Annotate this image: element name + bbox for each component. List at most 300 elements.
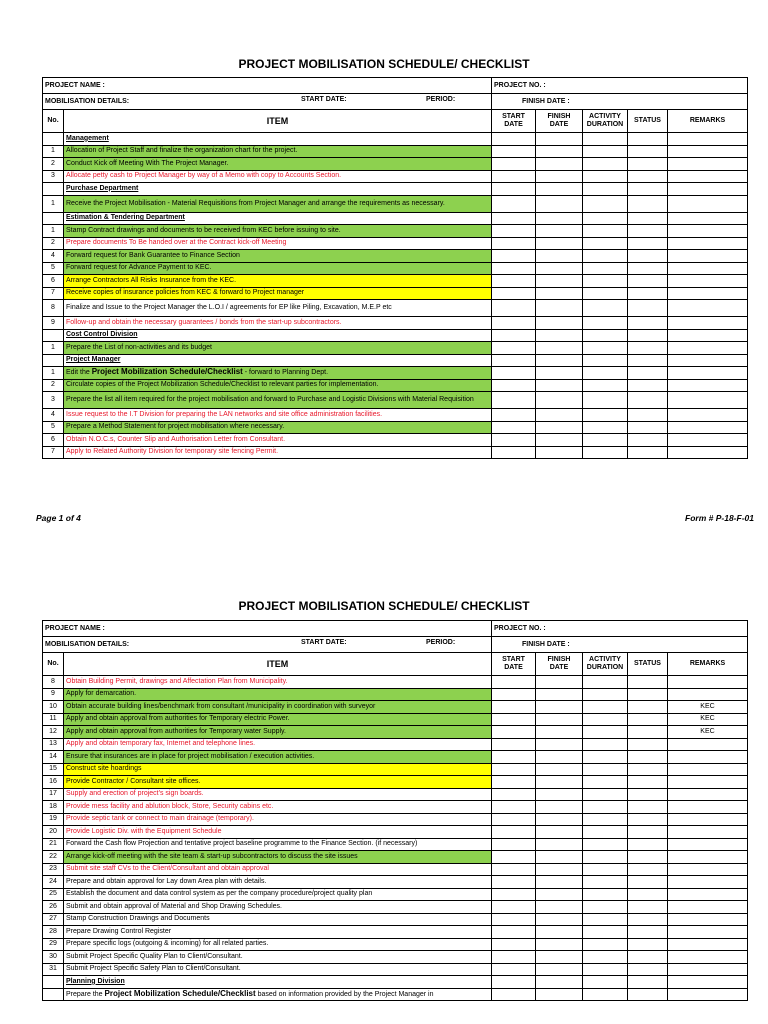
duration-cell[interactable]: [583, 763, 628, 776]
status-cell[interactable]: [628, 701, 668, 714]
table-row: [43, 421, 748, 434]
table-row: [43, 688, 748, 701]
finish-date-cell[interactable]: [536, 776, 583, 789]
start-date-cell[interactable]: [492, 688, 536, 701]
remarks-cell[interactable]: [668, 317, 748, 330]
start-date-cell[interactable]: [492, 888, 536, 901]
remarks-cell[interactable]: [668, 751, 748, 764]
col-remarks: REMARKS: [668, 110, 748, 133]
page-title-2: PROJECT MOBILISATION SCHEDULE/ CHECKLIST: [238, 599, 530, 613]
remarks-cell[interactable]: [668, 801, 748, 814]
status-cell[interactable]: [628, 801, 668, 814]
item-text: Prepare a Method Statement for project mobilisation where necessary.: [64, 421, 492, 434]
duration-cell[interactable]: [583, 713, 628, 726]
item-text: Follow-up and obtain the necessary guarantees / bonds from the start-up subcontractors.: [64, 317, 492, 330]
remarks-cell[interactable]: [668, 951, 748, 964]
start-date-cell[interactable]: [492, 237, 536, 250]
start-date-cell[interactable]: [492, 145, 536, 158]
start-date-cell[interactable]: [492, 913, 536, 926]
status-cell[interactable]: [628, 317, 668, 330]
project-name-label: PROJECT NAME :: [43, 621, 492, 637]
finish-date-cell[interactable]: [536, 300, 583, 317]
remarks-cell[interactable]: [668, 813, 748, 826]
duration-cell[interactable]: [583, 863, 628, 876]
item-text: Allocate petty cash to Project Manager by way of a Memo with copy to Accounts Section.: [64, 170, 492, 183]
remarks-cell[interactable]: [668, 913, 748, 926]
duration-cell[interactable]: [583, 676, 628, 689]
finish-date-cell[interactable]: [536, 876, 583, 889]
duration-cell[interactable]: [583, 788, 628, 801]
empty-cell: [628, 976, 668, 989]
status-cell[interactable]: [628, 888, 668, 901]
duration-cell[interactable]: [583, 813, 628, 826]
item-text: Submit Project Specific Quality Plan to Client/Consultant.: [64, 951, 492, 964]
duration-cell[interactable]: [583, 170, 628, 183]
status-cell[interactable]: [628, 826, 668, 839]
finish-date-cell[interactable]: [536, 379, 583, 392]
duration-cell[interactable]: [583, 926, 628, 939]
start-date-cell[interactable]: [492, 317, 536, 330]
finish-date-cell[interactable]: [536, 446, 583, 459]
status-cell[interactable]: [628, 913, 668, 926]
duration-cell[interactable]: [583, 913, 628, 926]
row-number: 20: [43, 826, 64, 839]
remarks-cell[interactable]: [668, 826, 748, 839]
remarks-cell[interactable]: [668, 938, 748, 951]
finish-date-cell[interactable]: [536, 988, 583, 1001]
remarks-cell[interactable]: [668, 688, 748, 701]
table-row: [43, 926, 748, 939]
table-row: [43, 738, 748, 751]
remarks-cell[interactable]: [668, 851, 748, 864]
duration-cell[interactable]: [583, 726, 628, 739]
finish-date-cell[interactable]: [536, 434, 583, 447]
start-date-cell[interactable]: [492, 776, 536, 789]
finish-date-cell[interactable]: [536, 938, 583, 951]
status-cell[interactable]: [628, 851, 668, 864]
row-number: 7: [43, 287, 64, 300]
start-date-cell[interactable]: [492, 926, 536, 939]
start-date-cell[interactable]: [492, 826, 536, 839]
item-text: Obtain N.O.C.s, Counter Slip and Authorisation Letter from Consultant.: [64, 434, 492, 447]
status-cell[interactable]: [628, 158, 668, 171]
status-cell[interactable]: [628, 988, 668, 1001]
finish-date-cell[interactable]: [536, 262, 583, 275]
duration-cell[interactable]: [583, 701, 628, 714]
status-cell[interactable]: [628, 713, 668, 726]
empty-cell: [536, 212, 583, 225]
table-row: [43, 409, 748, 422]
remarks-cell[interactable]: [668, 250, 748, 263]
start-date-cell[interactable]: [492, 726, 536, 739]
status-cell[interactable]: [628, 367, 668, 380]
row-number: [43, 329, 64, 342]
duration-cell[interactable]: [583, 888, 628, 901]
row-number: 15: [43, 763, 64, 776]
remarks-cell[interactable]: [668, 421, 748, 434]
finish-date-cell[interactable]: [536, 963, 583, 976]
start-date-cell[interactable]: [492, 275, 536, 288]
remarks-cell[interactable]: [668, 776, 748, 789]
start-date-cell[interactable]: [492, 170, 536, 183]
status-cell[interactable]: [628, 446, 668, 459]
finish-date-cell[interactable]: [536, 788, 583, 801]
duration-cell[interactable]: [583, 901, 628, 914]
finish-date-cell[interactable]: [536, 838, 583, 851]
item-text: Provide mess facility and ablution block, Store, Security cabins etc.: [64, 801, 492, 814]
status-cell[interactable]: [628, 342, 668, 355]
row-number: 3: [43, 392, 64, 409]
start-date-cell[interactable]: [492, 738, 536, 751]
status-cell[interactable]: [628, 287, 668, 300]
status-cell[interactable]: [628, 421, 668, 434]
finish-date-cell[interactable]: [536, 901, 583, 914]
section-title: Project Manager: [64, 354, 492, 367]
duration-cell[interactable]: [583, 951, 628, 964]
finish-date-cell[interactable]: [536, 888, 583, 901]
remarks-cell[interactable]: [668, 195, 748, 212]
remarks-cell[interactable]: KEC: [668, 726, 748, 739]
project-name-label: PROJECT NAME :: [43, 78, 492, 94]
finish-date-cell[interactable]: [536, 863, 583, 876]
section-title: Planning Division: [64, 976, 492, 989]
finish-date-cell[interactable]: [536, 158, 583, 171]
start-date-cell[interactable]: [492, 713, 536, 726]
duration-cell[interactable]: [583, 776, 628, 789]
finish-date-cell[interactable]: [536, 342, 583, 355]
remarks-cell[interactable]: [668, 225, 748, 238]
finish-date-cell[interactable]: [536, 676, 583, 689]
remarks-cell[interactable]: [668, 763, 748, 776]
status-cell[interactable]: [628, 434, 668, 447]
start-date-cell[interactable]: [492, 342, 536, 355]
remarks-cell[interactable]: [668, 170, 748, 183]
row-number: 16: [43, 776, 64, 789]
item-text: Edit the Project Mobilization Schedule/Checklist - forward to Planning Dept.: [64, 367, 492, 380]
table-row: [43, 676, 748, 689]
remarks-cell[interactable]: KEC: [668, 713, 748, 726]
status-cell[interactable]: [628, 250, 668, 263]
remarks-cell[interactable]: [668, 901, 748, 914]
duration-cell[interactable]: [583, 738, 628, 751]
remarks-cell[interactable]: [668, 863, 748, 876]
empty-cell: [536, 354, 583, 367]
duration-cell[interactable]: [583, 250, 628, 263]
duration-cell[interactable]: [583, 342, 628, 355]
remarks-cell[interactable]: [668, 988, 748, 1001]
duration-cell[interactable]: [583, 317, 628, 330]
table-row: [43, 392, 748, 409]
remarks-cell[interactable]: [668, 446, 748, 459]
finish-date-cell[interactable]: [536, 913, 583, 926]
status-cell[interactable]: [628, 300, 668, 317]
finish-date-cell[interactable]: [536, 237, 583, 250]
start-date-cell[interactable]: [492, 225, 536, 238]
start-date-cell[interactable]: [492, 938, 536, 951]
remarks-cell[interactable]: [668, 392, 748, 409]
finish-date-cell[interactable]: [536, 409, 583, 422]
start-date-cell[interactable]: [492, 988, 536, 1001]
finish-date-cell[interactable]: [536, 225, 583, 238]
duration-cell[interactable]: [583, 275, 628, 288]
duration-cell[interactable]: [583, 434, 628, 447]
row-number: 30: [43, 951, 64, 964]
col-finish-date: FINISH DATE: [536, 110, 583, 133]
status-cell[interactable]: [628, 863, 668, 876]
start-date-cell[interactable]: [492, 262, 536, 275]
remarks-cell[interactable]: [668, 342, 748, 355]
remarks-cell[interactable]: [668, 379, 748, 392]
finish-date-cell[interactable]: [536, 421, 583, 434]
start-date-label: START DATE:: [301, 96, 347, 103]
table-row: [43, 776, 748, 789]
duration-cell[interactable]: [583, 367, 628, 380]
finish-date-cell[interactable]: [536, 317, 583, 330]
status-cell[interactable]: [628, 275, 668, 288]
start-date-cell[interactable]: [492, 876, 536, 889]
row-number: 31: [43, 963, 64, 976]
empty-cell: [628, 212, 668, 225]
item-text: Provide Logistic Div. with the Equipment Schedule: [64, 826, 492, 839]
status-cell[interactable]: [628, 392, 668, 409]
duration-cell[interactable]: [583, 876, 628, 889]
finish-date-cell[interactable]: [536, 726, 583, 739]
duration-cell[interactable]: [583, 225, 628, 238]
item-text: Submit Project Specific Safety Plan to Client/Consultant.: [64, 963, 492, 976]
checklist-table: [42, 77, 748, 459]
empty-cell: [668, 183, 748, 196]
item-text: Establish the document and data control system as per the company procedure/project quality plan: [64, 888, 492, 901]
duration-cell[interactable]: [583, 421, 628, 434]
start-date-cell[interactable]: [492, 409, 536, 422]
status-cell[interactable]: [628, 901, 668, 914]
start-date-cell[interactable]: [492, 287, 536, 300]
remarks-cell[interactable]: KEC: [668, 701, 748, 714]
finish-date-cell[interactable]: [536, 701, 583, 714]
finish-date-cell[interactable]: [536, 738, 583, 751]
duration-cell[interactable]: [583, 145, 628, 158]
mobilisation-details-label: MOBILISATION DETAILS:: [45, 640, 130, 648]
table-row: [43, 851, 748, 864]
duration-cell[interactable]: [583, 963, 628, 976]
status-cell[interactable]: [628, 237, 668, 250]
empty-cell: [583, 329, 628, 342]
duration-cell[interactable]: [583, 826, 628, 839]
item-text: Submit site staff CVs to the Client/Consultant and obtain approval: [64, 863, 492, 876]
row-number: 19: [43, 813, 64, 826]
remarks-cell[interactable]: [668, 300, 748, 317]
duration-cell[interactable]: [583, 158, 628, 171]
start-date-cell[interactable]: [492, 195, 536, 212]
duration-cell[interactable]: [583, 409, 628, 422]
status-cell[interactable]: [628, 225, 668, 238]
finish-date-label: FINISH DATE :: [492, 637, 748, 653]
start-date-cell[interactable]: [492, 813, 536, 826]
remarks-cell[interactable]: [668, 367, 748, 380]
row-number: 18: [43, 801, 64, 814]
col-activity-duration: ACTIVITY DURATION: [583, 110, 628, 133]
start-date-cell[interactable]: [492, 838, 536, 851]
duration-cell[interactable]: [583, 938, 628, 951]
table-row: [43, 951, 748, 964]
item-text: Apply and obtain temporary fax, Internet and telephone lines.: [64, 738, 492, 751]
remarks-cell[interactable]: [668, 788, 748, 801]
empty-cell: [583, 212, 628, 225]
table-row: [43, 788, 748, 801]
status-cell[interactable]: [628, 262, 668, 275]
status-cell[interactable]: [628, 838, 668, 851]
remarks-cell[interactable]: [668, 876, 748, 889]
duration-cell[interactable]: [583, 838, 628, 851]
item-text: Submit and obtain approval of Material and Shop Drawing Schedules.: [64, 901, 492, 914]
row-number: [43, 183, 64, 196]
status-cell[interactable]: [628, 963, 668, 976]
duration-cell[interactable]: [583, 851, 628, 864]
duration-cell[interactable]: [583, 801, 628, 814]
remarks-cell[interactable]: [668, 434, 748, 447]
finish-date-cell[interactable]: [536, 951, 583, 964]
status-cell[interactable]: [628, 938, 668, 951]
remarks-cell[interactable]: [668, 145, 748, 158]
finish-date-cell[interactable]: [536, 170, 583, 183]
remarks-cell[interactable]: [668, 237, 748, 250]
row-number: [43, 988, 64, 1001]
duration-cell[interactable]: [583, 262, 628, 275]
duration-cell[interactable]: [583, 751, 628, 764]
status-cell[interactable]: [628, 926, 668, 939]
status-cell[interactable]: [628, 688, 668, 701]
empty-cell: [668, 976, 748, 989]
table-row: [43, 901, 748, 914]
section-row: [43, 183, 748, 196]
table-row: [43, 446, 748, 459]
finish-date-cell[interactable]: [536, 763, 583, 776]
remarks-cell[interactable]: [668, 158, 748, 171]
start-date-cell[interactable]: [492, 801, 536, 814]
start-date-cell[interactable]: [492, 851, 536, 864]
duration-cell[interactable]: [583, 379, 628, 392]
status-cell[interactable]: [628, 170, 668, 183]
remarks-cell[interactable]: [668, 888, 748, 901]
status-cell[interactable]: [628, 738, 668, 751]
duration-cell[interactable]: [583, 688, 628, 701]
status-cell[interactable]: [628, 409, 668, 422]
row-number: 9: [43, 688, 64, 701]
row-number: 17: [43, 788, 64, 801]
start-date-cell[interactable]: [492, 446, 536, 459]
start-date-cell[interactable]: [492, 963, 536, 976]
duration-cell[interactable]: [583, 446, 628, 459]
start-date-cell[interactable]: [492, 300, 536, 317]
finish-date-cell[interactable]: [536, 713, 583, 726]
finish-date-cell[interactable]: [536, 751, 583, 764]
table-row: [43, 170, 748, 183]
start-date-cell[interactable]: [492, 751, 536, 764]
remarks-cell[interactable]: [668, 287, 748, 300]
finish-date-cell[interactable]: [536, 801, 583, 814]
status-cell[interactable]: [628, 951, 668, 964]
section-title: Estimation & Tendering Department: [64, 212, 492, 225]
start-date-cell[interactable]: [492, 701, 536, 714]
duration-cell[interactable]: [583, 237, 628, 250]
status-cell[interactable]: [628, 763, 668, 776]
start-date-cell[interactable]: [492, 788, 536, 801]
start-date-cell[interactable]: [492, 421, 536, 434]
start-date-cell[interactable]: [492, 676, 536, 689]
finish-date-cell[interactable]: [536, 250, 583, 263]
finish-date-cell[interactable]: [536, 195, 583, 212]
status-cell[interactable]: [628, 776, 668, 789]
remarks-cell[interactable]: [668, 738, 748, 751]
remarks-cell[interactable]: [668, 926, 748, 939]
status-cell[interactable]: [628, 726, 668, 739]
status-cell[interactable]: [628, 379, 668, 392]
period-label: PERIOD:: [426, 639, 456, 646]
remarks-cell[interactable]: [668, 409, 748, 422]
remarks-cell[interactable]: [668, 262, 748, 275]
remarks-cell[interactable]: [668, 676, 748, 689]
finish-date-cell[interactable]: [536, 287, 583, 300]
start-date-cell[interactable]: [492, 763, 536, 776]
row-number: 24: [43, 876, 64, 889]
remarks-cell[interactable]: [668, 963, 748, 976]
status-cell[interactable]: [628, 876, 668, 889]
finish-date-cell[interactable]: [536, 275, 583, 288]
duration-cell[interactable]: [583, 195, 628, 212]
start-date-cell[interactable]: [492, 901, 536, 914]
remarks-cell[interactable]: [668, 275, 748, 288]
duration-cell[interactable]: [583, 300, 628, 317]
start-date-cell[interactable]: [492, 434, 536, 447]
start-date-cell[interactable]: [492, 392, 536, 409]
status-cell[interactable]: [628, 813, 668, 826]
status-cell[interactable]: [628, 788, 668, 801]
start-date-cell[interactable]: [492, 863, 536, 876]
col-finish-date: FINISH DATE: [536, 653, 583, 676]
status-cell[interactable]: [628, 195, 668, 212]
start-date-cell[interactable]: [492, 158, 536, 171]
row-number: 13: [43, 738, 64, 751]
duration-cell[interactable]: [583, 988, 628, 1001]
finish-date-cell[interactable]: [536, 367, 583, 380]
table-row: [43, 813, 748, 826]
duration-cell[interactable]: [583, 287, 628, 300]
finish-date-cell[interactable]: [536, 851, 583, 864]
table-row: [43, 713, 748, 726]
start-date-cell[interactable]: [492, 367, 536, 380]
start-date-cell[interactable]: [492, 379, 536, 392]
status-cell[interactable]: [628, 676, 668, 689]
empty-cell: [492, 329, 536, 342]
duration-cell[interactable]: [583, 392, 628, 409]
start-date-cell[interactable]: [492, 951, 536, 964]
finish-date-cell[interactable]: [536, 688, 583, 701]
empty-cell: [583, 183, 628, 196]
row-number: [43, 133, 64, 146]
finish-date-cell[interactable]: [536, 392, 583, 409]
remarks-cell[interactable]: [668, 838, 748, 851]
empty-cell: [628, 329, 668, 342]
finish-date-cell[interactable]: [536, 813, 583, 826]
start-date-cell[interactable]: [492, 250, 536, 263]
finish-date-cell[interactable]: [536, 145, 583, 158]
status-cell[interactable]: [628, 145, 668, 158]
status-cell[interactable]: [628, 751, 668, 764]
finish-date-cell[interactable]: [536, 826, 583, 839]
col-remarks: REMARKS: [668, 653, 748, 676]
table-row: [43, 434, 748, 447]
finish-date-cell[interactable]: [536, 926, 583, 939]
